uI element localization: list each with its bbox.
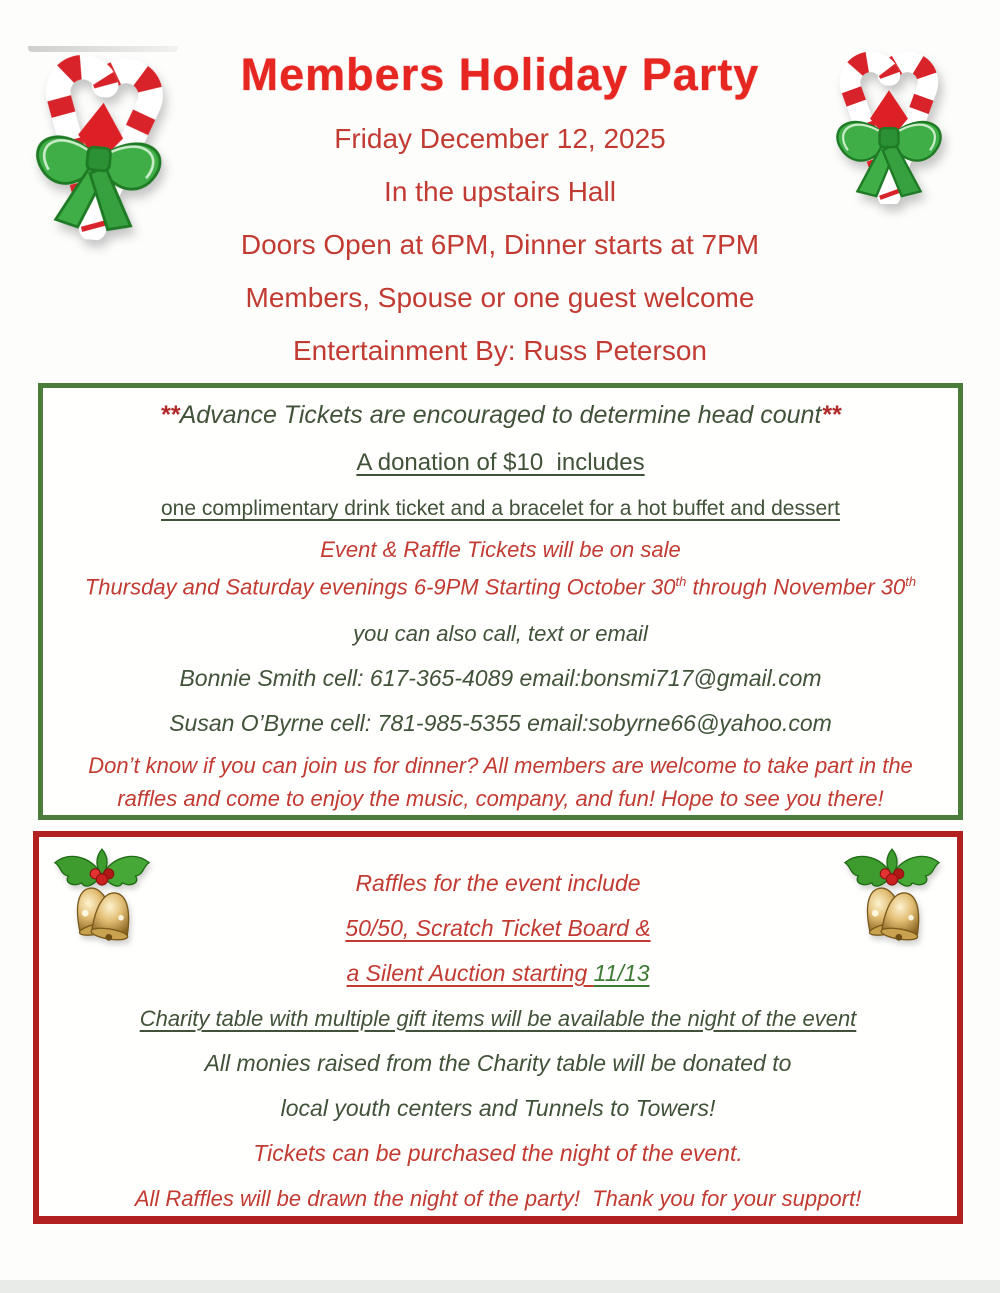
- tickets-night-line: Tickets can be purchased the night of the event.: [253, 1140, 743, 1166]
- candy-canes-icon: [810, 46, 968, 204]
- raffles-info-box: [33, 831, 963, 1224]
- guests-line: Members, Spouse or one guest welcome: [245, 282, 755, 313]
- asterisks: **: [821, 401, 841, 429]
- final-thanks-line: All Raffles will be drawn the night of the party! Thank you for your support!: [134, 1186, 862, 1211]
- candy-canes-icon: [0, 40, 202, 248]
- raffle-items-line: 50/50, Scratch Ticket Board &: [345, 915, 651, 941]
- charity-table-line: Charity table with multiple gift items will be available the night of the event: [139, 1006, 857, 1031]
- tickets-info-box: [38, 383, 963, 820]
- bells-icon: [836, 838, 948, 950]
- asterisks: **: [160, 401, 180, 429]
- raffles-intro-line: Raffles for the event include: [355, 870, 641, 896]
- event-date-line: Friday December 12, 2025: [334, 123, 666, 154]
- includes-line: one complimentary drink ticket and a bracelet for a hot buffet and dessert: [161, 497, 840, 520]
- sale-schedule-line: Thursday and Saturday evenings 6-9PM Starting October 30th through November 30th: [84, 574, 917, 600]
- silent-auction-line: a Silent Auction starting 11/13: [346, 960, 650, 986]
- holiday-party-flyer: [0, 46, 1000, 1293]
- contact-bonnie-line: Bonnie Smith cell: 617-365-4089 email:bonsmi717@gmail.com: [179, 665, 822, 692]
- ordinal-suffix: th: [675, 574, 687, 589]
- donation-line: A donation of $10 includes: [356, 449, 645, 476]
- closing-invitation: Don’t know if you can join us for dinner? All members are welcome to take part in the raffles and come to enjoy the music, company, and fun! Hope to see you there!: [88, 753, 913, 812]
- monies-line-2: local youth centers and Tunnels to Towers!: [280, 1095, 716, 1121]
- ordinal-suffix: th: [905, 574, 917, 589]
- location-line: In the upstairs Hall: [384, 176, 616, 207]
- doors-line: Doors Open at 6PM, Dinner starts at 7PM: [240, 229, 760, 260]
- contact-susan-line: Susan O’Byrne cell: 781-985-5355 email:sobyrne66@yahoo.com: [169, 710, 832, 737]
- scan-edge: [0, 1280, 1000, 1293]
- entertainment-line: Entertainment By: Russ Peterson: [293, 335, 707, 366]
- advance-tickets-line: **Advance Tickets are encouraged to determine head count**: [160, 401, 841, 429]
- auction-start-date: 11/13: [593, 960, 650, 986]
- bells-icon: [46, 838, 158, 950]
- page-title: Members Holiday Party: [240, 49, 760, 100]
- monies-line-1: All monies raised from the Charity table will be donated to: [204, 1050, 792, 1076]
- contact-intro-line: you can also call, text or email: [353, 621, 648, 647]
- tickets-on-sale-line: Event & Raffle Tickets will be on sale: [320, 537, 681, 562]
